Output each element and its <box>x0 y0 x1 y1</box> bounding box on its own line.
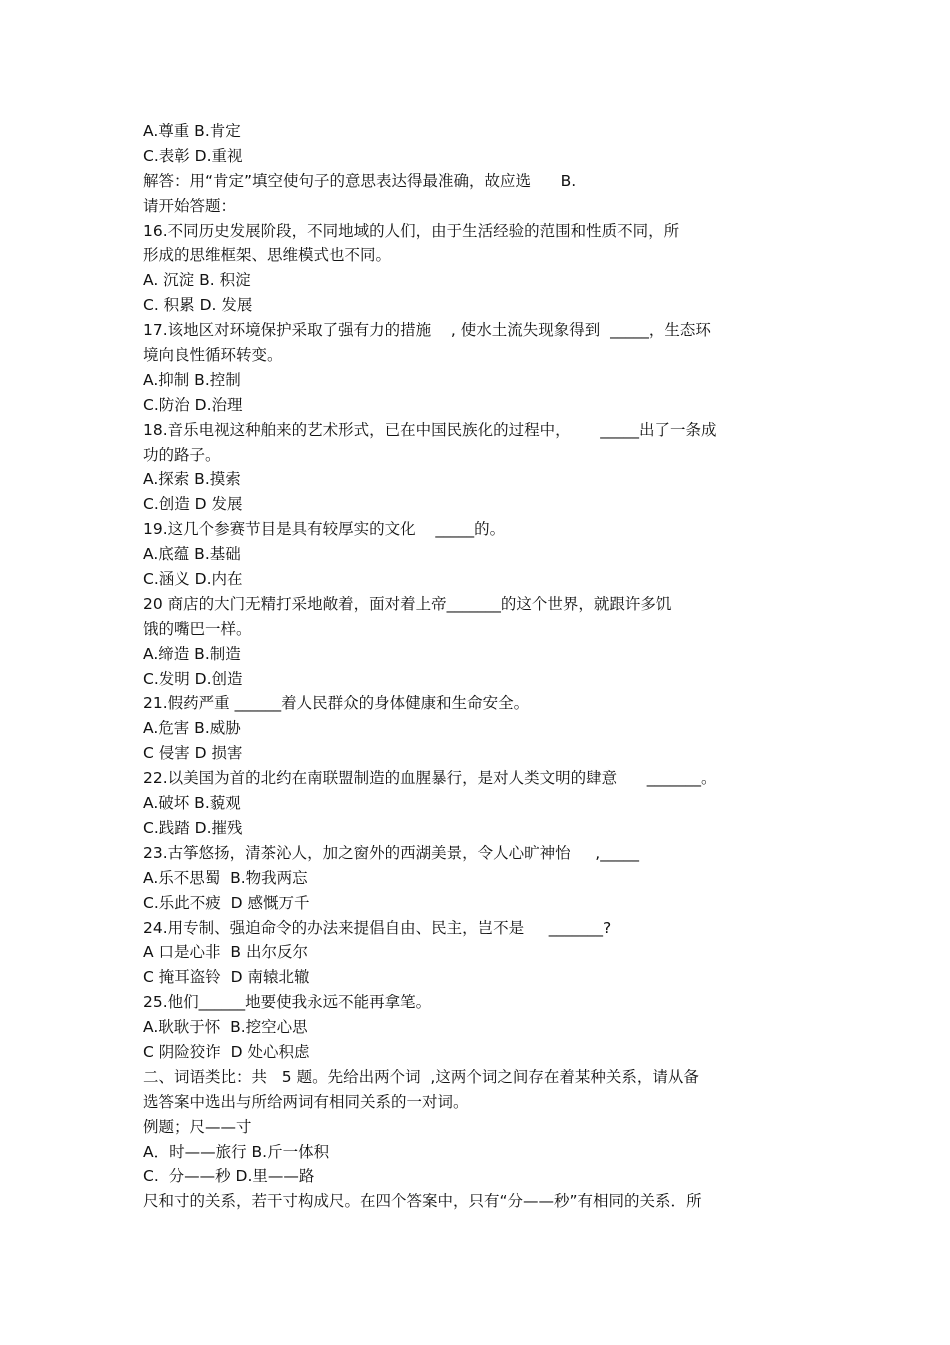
question-18-text-cont: 功的路子。 <box>143 445 221 464</box>
section-heading-cont: 选答案中选出与所给两词有相同关系的一对词。 <box>143 1092 469 1111</box>
option-line: C.践踏 D.摧残 <box>143 818 243 837</box>
question-16-text: 16.不同历史发展阶段，不同地域的人们，由于生活经验的范围和性质不同，所 <box>143 221 680 240</box>
option-line: A.探索 B.摸索 <box>143 470 241 489</box>
option-line: C.创造 D 发展 <box>143 495 243 514</box>
question-17-text-cont: 境向良性循环转变。 <box>143 346 283 365</box>
question-21-text: 21.假药严重 ______着人民群众的身体健康和生命安全。 <box>143 694 530 713</box>
example-explanation: 尺和寸的关系，若干寸构成尺。在四个答案中，只有“分——秒”有相同的关系．所 <box>143 1192 702 1211</box>
option-line: A.危害 B.威胁 <box>143 719 241 738</box>
option-line: C.乐此不疲 D 感慨万千 <box>143 893 310 912</box>
option-line: A.缔造 B.制造 <box>143 644 241 663</box>
option-line: C 阴险狡诈 D 处心积虑 <box>143 1042 310 1061</box>
option-line: C.发明 D.创造 <box>143 669 243 688</box>
option-line: A.抑制 B.控制 <box>143 370 241 389</box>
question-16-text-cont: 形成的思维框架、思维模式也不同。 <box>143 246 392 265</box>
option-line: A 口是心非 B 出尔反尔 <box>143 943 308 962</box>
option-line: A.尊重 B.肯定 <box>143 122 241 140</box>
example-title: 例题；尺——寸 <box>143 1117 252 1136</box>
question-20-text: 20 商店的大门无精打采地敞着，面对着上帝_______的这个世界，就跟许多饥 <box>143 594 672 613</box>
option-line: C 掩耳盗铃 D 南辕北辙 <box>143 968 310 987</box>
question-17-text: 17.该地区对环境保护采取了强有力的措施 , 使水土流失现象得到 _____，生态环 <box>143 321 711 340</box>
question-25-text: 25.他们______地要使我永远不能再拿笔。 <box>143 993 432 1012</box>
question-24-text: 24.用专制、强迫命令的办法来提倡自由、民主，岂不是 _______? <box>143 918 612 937</box>
answer-explanation: 解答：用“肯定”填空使句子的意思表达得最准确，故应选 B. <box>143 171 577 190</box>
option-line: C.防治 D.治理 <box>143 395 243 414</box>
option-line: A.破坏 B.藐观 <box>143 794 241 813</box>
option-line: C. 分——秒 D.里——路 <box>143 1167 315 1186</box>
option-line: C 侵害 D 损害 <box>143 744 243 763</box>
option-line: A.底蕴 B.基础 <box>143 545 241 564</box>
option-line: A．时——旅行 B.斤一体积 <box>143 1142 330 1161</box>
instruction-line: 请开始答题： <box>143 196 237 215</box>
document-body <box>143 119 813 1214</box>
option-line: A.耿耿于怀 B.挖空心思 <box>143 1018 308 1037</box>
option-line: C. 积累 D. 发展 <box>143 296 253 315</box>
option-line: C.涵义 D.内在 <box>143 570 243 589</box>
question-19-text: 19.这几个参赛节目是具有较厚实的文化 _____的。 <box>143 520 506 539</box>
question-22-text: 22.以美国为首的北约在南联盟制造的血腥暴行，是对人类文明的肆意 _______。 <box>143 769 717 788</box>
question-20-text-cont: 饿的嘴巴一样。 <box>143 619 252 638</box>
option-line: A.乐不思蜀 B.物我两忘 <box>143 868 308 887</box>
question-23-text: 23.古筝悠扬，清茶沁人，加之窗外的西湖美景，令人心旷神怡 ,_____ <box>143 843 639 862</box>
question-18-text: 18.音乐电视这种舶来的艺术形式，已在中国民族化的过程中， _____出了一条成 <box>143 420 717 439</box>
section-heading: 二、词语类比：共 5 题。先给出两个词 ,这两个词之间存在着某种关系，请从备 <box>143 1067 699 1086</box>
option-line: A. 沉淀 B. 积淀 <box>143 271 251 290</box>
option-line: C.表彰 D.重视 <box>143 146 243 165</box>
